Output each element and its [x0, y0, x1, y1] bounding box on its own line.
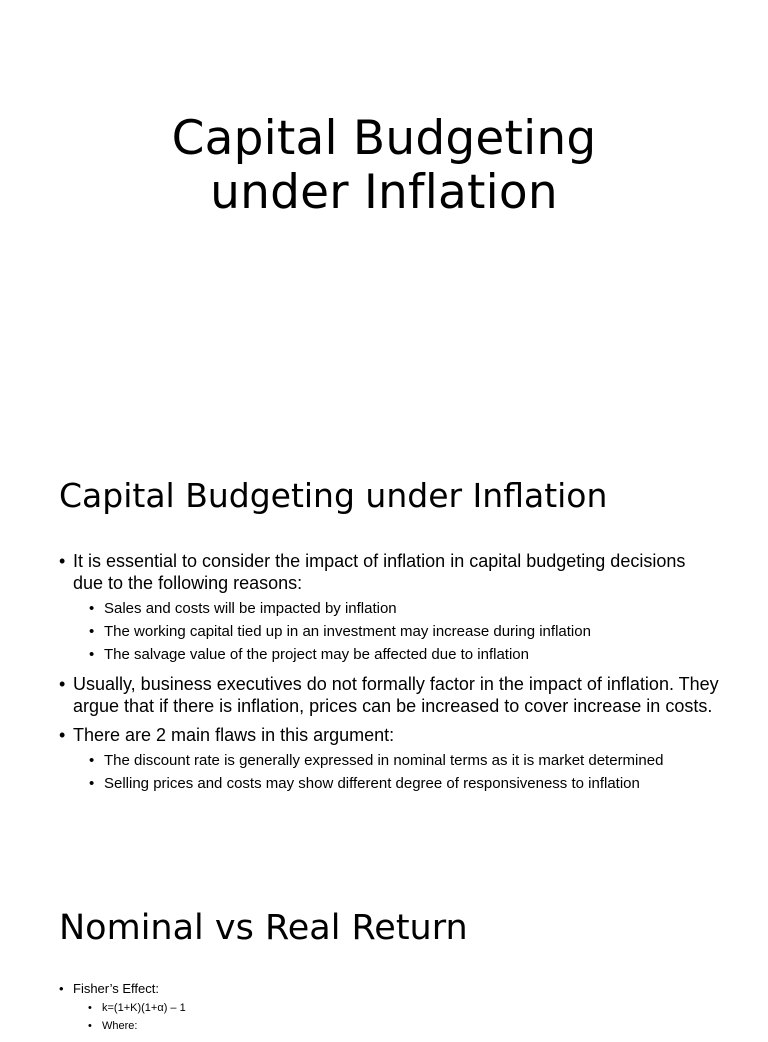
sub-bullet-item: • Selling prices and costs may show different degree of responsiveness to inflation [89, 772, 719, 795]
nominal-vs-real-slide [0, 880, 768, 1032]
presentation-title [0, 112, 768, 220]
slide-title: Nominal vs Real Return [59, 908, 468, 948]
sub-bullet-list [89, 749, 719, 795]
title-line-1: Capital Budgeting [171, 111, 597, 166]
bullet-text: Usually, business executives do not formally factor in the impact of inflation. They argue that if there is inflation, prices can be increased to cover increase in costs. [73, 674, 719, 716]
bullet-item [59, 550, 719, 666]
bullet-list [59, 980, 719, 1042]
bullet-text: It is essential to consider the impact of inflation in capital budgeting decisions due to the following reasons: [73, 551, 686, 593]
bullet-text: There are 2 main flaws in this argument: [73, 725, 395, 745]
bullet-list [59, 550, 719, 802]
content-slide [0, 440, 768, 880]
bullet-item [59, 980, 719, 1035]
sub-bullet-item: • The discount rate is generally expressed in nominal terms as it is market determined [89, 749, 719, 772]
slide-title: Capital Budgeting under Inflation [59, 476, 608, 515]
sub-bullet-item: • The working capital tied up in an investment may increase during inflation [89, 620, 719, 643]
title-line-2: under Inflation [210, 165, 558, 220]
sub-bullet-list [89, 597, 719, 666]
sub-bullet-item: • The salvage value of the project may be affected due to inflation [89, 643, 719, 666]
sub-bullet-list [88, 999, 719, 1035]
bullet-item [59, 673, 719, 717]
formula-item: • k=(1+K)(1+α) – 1 [88, 999, 719, 1017]
title-slide [0, 0, 768, 440]
sub-bullet-item: • Sales and costs will be impacted by inflation [89, 597, 719, 620]
sub-bullet-item: • Where: [88, 1017, 719, 1035]
bullet-text: Fisher’s Effect: [73, 981, 159, 996]
bullet-item [59, 724, 719, 795]
